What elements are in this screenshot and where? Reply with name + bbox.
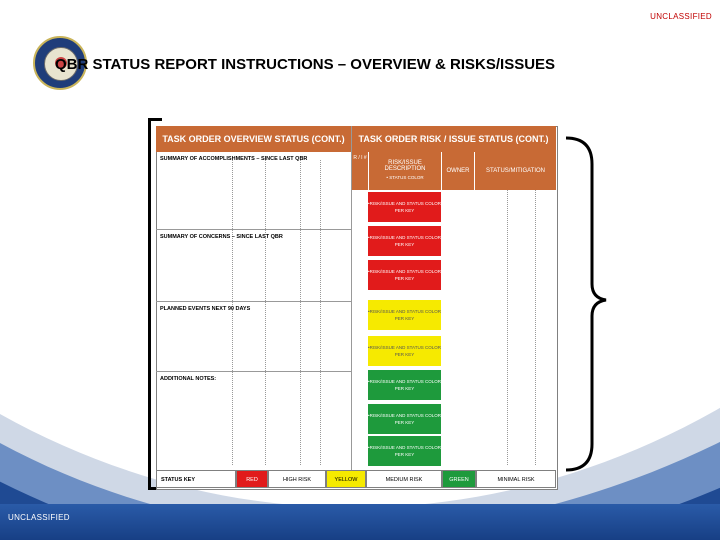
right-note-description: DESCRIPTION – DESCRIBE RISK OR ISSUE AND COLOR BLOCK WITH APPROPRIATE RATING COLOR, PER STATUS KEY (BELOW) bbox=[619, 213, 697, 280]
section-divider bbox=[156, 301, 351, 302]
classification-bottom: UNCLASSIFIED bbox=[8, 513, 70, 522]
right-curly-brace-icon bbox=[562, 134, 612, 474]
col-status-header: STATUS/MITIGATION bbox=[475, 152, 556, 190]
right-note-risk-status: PROVIDE RISK / ISSUE STATUS bbox=[619, 143, 696, 160]
status-key-minimal: MINIMAL RISK bbox=[476, 470, 556, 488]
risk-header: TASK ORDER RISK / ISSUE STATUS (CONT.) bbox=[351, 126, 556, 152]
status-key-red: RED bbox=[236, 470, 268, 488]
risk-cell-red: •RISK/ISSUE AND STATUS COLOR PER KEY bbox=[368, 260, 441, 290]
section-planned-events: PLANNED EVENTS NEXT 90 DAYS bbox=[160, 306, 251, 312]
arrow-icon bbox=[120, 290, 138, 306]
overview-header: TASK ORDER OVERVIEW STATUS (CONT.) bbox=[156, 126, 351, 152]
right-note-status-mitigation: STATUS AND MITIGATION – EACH RISK AND ISSUE SHALL HAVE CURRENT STATUS AND MITIGATION DESCRIPTION bbox=[619, 345, 699, 412]
section-divider bbox=[156, 229, 351, 230]
col-desc-header bbox=[369, 152, 441, 190]
col-desc-label: RISK/ISSUE DESCRIPTION bbox=[384, 160, 426, 172]
risk-cell-red: •RISK/ISSUE AND STATUS COLOR PER KEY bbox=[368, 226, 441, 256]
left-note: PROVIDE SUMMARY INFORMATION AS INDICATED bbox=[58, 259, 127, 286]
risk-cell-green: •RISK/ISSUE AND STATUS COLOR PER KEY bbox=[368, 436, 441, 466]
classification-top: UNCLASSIFIED bbox=[650, 12, 712, 21]
section-divider bbox=[156, 371, 351, 372]
status-key-green: GREEN bbox=[442, 470, 476, 488]
left-curly-brace-icon bbox=[52, 134, 132, 478]
right-note-ri-number: R / I # •RISKS = R # •ISSUES = I # bbox=[619, 177, 682, 194]
col-desc-sublabel: • STATUS COLOR bbox=[386, 175, 424, 180]
section-concerns: SUMMARY OF CONCERNS – SINCE LAST QBR bbox=[160, 234, 283, 240]
grid-line bbox=[300, 160, 301, 465]
grid-line bbox=[535, 190, 536, 465]
risk-cell-yellow: •RISK/ISSUE AND STATUS COLOR PER KEY bbox=[368, 300, 441, 330]
grid-line bbox=[320, 160, 321, 465]
risk-cell-yellow: •RISK/ISSUE AND STATUS COLOR PER KEY bbox=[368, 336, 441, 366]
section-accomplishments: SUMMARY OF ACCOMPLISHMENTS – SINCE LAST QBR bbox=[160, 156, 308, 162]
right-note-owner: OWNER – SHALL HAVE PERSON'S LAST NAME(S) bbox=[619, 305, 697, 332]
grid-line bbox=[232, 160, 233, 465]
risk-cell-red: •RISK/ISSUE AND STATUS COLOR PER KEY bbox=[368, 192, 441, 222]
page-title: QBR STATUS REPORT INSTRUCTIONS – OVERVIEW & RISKS/ISSUES bbox=[55, 56, 556, 73]
grid-line bbox=[265, 160, 266, 465]
grid-line bbox=[507, 190, 508, 465]
status-key-high: HIGH RISK bbox=[268, 470, 326, 488]
section-additional-notes: ADDITIONAL NOTES: bbox=[160, 376, 217, 382]
col-r-header: R / I # bbox=[352, 152, 368, 190]
risk-cell-green: •RISK/ISSUE AND STATUS COLOR PER KEY bbox=[368, 370, 441, 400]
col-owner-header: OWNER bbox=[442, 152, 474, 190]
status-key-medium: MEDIUM RISK bbox=[366, 470, 442, 488]
footer-bar bbox=[0, 504, 720, 540]
status-key-yellow: YELLOW bbox=[326, 470, 366, 488]
risk-cell-green: •RISK/ISSUE AND STATUS COLOR PER KEY bbox=[368, 404, 441, 434]
panel-divider bbox=[351, 126, 352, 470]
status-key-label: STATUS KEY bbox=[156, 470, 236, 488]
